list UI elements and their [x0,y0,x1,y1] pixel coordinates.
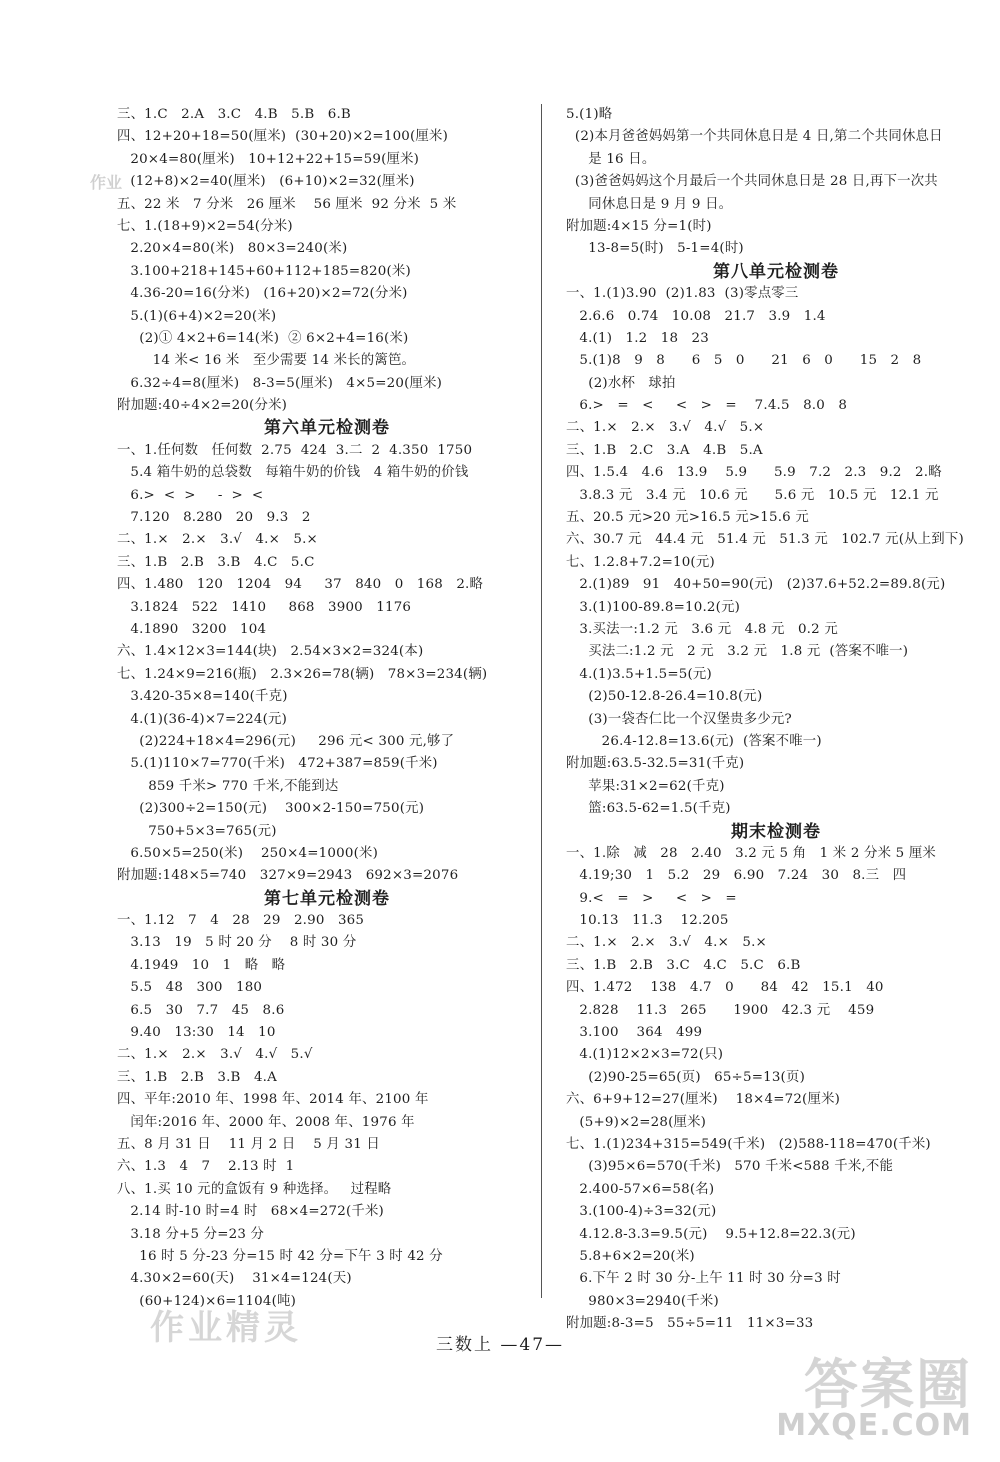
answer-line: 5.(1)110×7=770(千米) 472+387=859(千米) [117,756,438,772]
answer-line: 9.40 13:30 14 10 [117,1025,276,1041]
answer-line: 七、1.(18+9)×2=54(分米) [117,218,293,234]
answer-line: 二、1.× 2.× 3.√ 4.√ 5.× [566,420,765,436]
answer-line: 6.50×5=250(米) 250×4=1000(米) [117,845,379,861]
answer-line: 附加题:4×15 分=1(时) [566,218,712,234]
answer-line: 附加题:40÷4×2=20(分米) [117,398,288,414]
answer-line: 七、1.24×9=216(瓶) 2.3×26=78(辆) 78×3=234(辆) [117,666,488,682]
answer-line: (3)95×6=570(千米) 570 千米<588 千米,不能 [566,1159,894,1175]
answer-line: 三、1.B 2.B 3.B 4.A [117,1069,277,1085]
answer-line: 一、1.(1)3.90 (2)1.83 (3)零点零三 [566,286,799,302]
answer-line: 六、1.4×12×3=144(块) 2.54×3×2=324(本) [117,644,424,660]
section-heading: 第八单元检测卷 [713,261,839,282]
answer-line: 同休息日是 9 月 9 日。 [566,196,733,212]
answer-line: 20×4=80(厘米) 10+12+22+15=59(厘米) [117,151,420,167]
answer-line: 4.1890 3200 104 [117,621,267,637]
answer-line: 4.1949 10 1 略 略 [117,957,286,973]
answer-line: (2)① 4×2+6=14(米) ② 6×2+4=16(米) [117,330,409,346]
answer-column-right [566,104,986,1335]
answer-line: 3.(100-4)÷3=32(元) [566,1204,717,1220]
watermark-logo-url: MXQE.COM [776,1408,972,1443]
page-footer: 三数上 —47— [435,1335,565,1355]
answer-line: 14 米< 16 米 至少需要 14 米长的篱笆。 [117,353,416,369]
answer-line: 10.13 11.3 12.205 [566,913,729,929]
answer-line: 是 16 日。 [566,151,656,167]
answer-line: 4.36-20=16(分米) (16+20)×2=72(分米) [117,286,408,302]
answer-line: 2.(1)89 91 40+50=90(元) (2)37.6+52.2=89.8(元) [566,577,946,593]
answer-line: 七、1.(1)234+315=549(千米) (2)588-118=470(千米) [566,1136,931,1152]
answer-line: (3)一袋杏仁比一个汉堡贵多少元? [566,711,792,727]
answer-line: 六、1.3 4 7 2.13 时 1 [117,1159,295,1175]
answer-line: 3.420-35×8=140(千克) [117,689,288,705]
answer-line: 859 千米> 770 千米,不能到达 [117,778,339,794]
answer-line: 6.> = < < > = 7.4.5 8.0 8 [566,398,848,414]
answer-line: 附加题:8-3=5 55÷5=11 11×3=33 [566,1316,814,1332]
answer-line: 八、1.买 10 元的盒饭有 9 种选择。 过程略 [117,1181,392,1197]
answer-line: 2.6.6 0.74 10.08 21.7 3.9 1.4 [566,308,826,324]
answer-line: (2)224+18×4=296(元) 296 元< 300 元,够了 [117,733,455,749]
answer-line: (2)90-25=65(页) 65÷5=13(页) [566,1069,805,1085]
column-divider [541,104,542,1298]
answer-line: 3.买法一:1.2 元 3.6 元 4.8 元 0.2 元 [566,621,838,637]
answer-line: 四、1.480 120 1204 94 37 840 0 168 2.略 [117,577,484,593]
answer-line: 9.< = > < > = [566,890,737,906]
answer-line: 买法二:1.2 元 2 元 3.2 元 1.8 元 (答案不唯一) [566,644,909,660]
answer-line: (3)爸爸妈妈这个月最后一个共同休息日是 28 日,再下一次共 [566,174,938,190]
section-heading: 期末检测卷 [731,821,821,842]
watermark-logo-title: 答案圈 [804,1353,972,1416]
answer-line: 6.32÷4=8(厘米) 8-3=5(厘米) 4×5=20(厘米) [117,375,443,391]
answer-line: 一、1.任何数 任何数 2.75 424 3.二 2 4.350 1750 [117,442,473,458]
answer-line: 4.(1)3.5+1.5=5(元) [566,666,712,682]
answer-line: 3.8.3 元 3.4 元 10.6 元 5.6 元 10.5 元 12.1 元 [566,487,939,503]
answer-line: 二、1.× 2.× 3.√ 4.√ 5.√ [117,1047,313,1063]
answer-line: 5.(1)(6+4)×2=20(米) [117,308,277,324]
answer-line: (2)50-12.8-26.4=10.8(元) [566,689,763,705]
answer-line: (2)本月爸爸妈妈第一个共同休息日是 4 日,第二个共同休息日 [566,129,943,145]
answer-line: 4.(1) 1.2 18 23 [566,330,709,346]
answer-line: 5.5 48 300 180 [117,980,263,996]
answer-line: (5+9)×2=28(厘米) [566,1114,707,1130]
answer-line: 5.(1)8 9 8 6 5 0 21 6 0 15 2 8 [566,353,922,369]
answer-line: 3.100 364 499 [566,1025,703,1041]
answer-line: 6.5 30 7.7 45 8.6 [117,1002,285,1018]
answer-line: 4.(1)(36-4)×7=224(元) [117,711,288,727]
answer-line: 750+5×3=765(元) [117,823,277,839]
answer-line: 二、1.× 2.× 3.√ 4.× 5.× [566,935,767,951]
answer-column-left [117,104,537,1313]
answer-line: 4.12.8-3.3=9.5(元) 9.5+12.8=22.3(元) [566,1226,856,1242]
answer-line: 三、1.B 2.B 3.B 4.C 5.C [117,554,315,570]
answer-line: 四、12+20+18=50(厘米) (30+20)×2=100(厘米) [117,129,449,145]
answer-line: 闰年:2016 年、2000 年、2008 年、1976 年 [117,1114,415,1130]
answer-line: 2.14 时-10 时=4 时 68×4=272(千米) [117,1204,384,1220]
answer-line: 苹果:31×2=62(千克) [566,778,725,794]
answer-line: 四、1.5.4 4.6 13.9 5.9 5.9 7.2 2.3 9.2 2.略 [566,465,942,481]
answer-line: 4.(1)12×2×3=72(只) [566,1047,724,1063]
answer-line: 980×3=2940(千米) [566,1293,719,1309]
answer-line: 3.13 19 5 时 20 分 8 时 30 分 [117,935,357,951]
answer-line: 2.828 11.3 265 1900 42.3 元 459 [566,1002,875,1018]
answer-line: 5.4 箱牛奶的总袋数 每箱牛奶的价钱 4 箱牛奶的价钱 [117,465,469,481]
answer-line: 五、20.5 元>20 元>16.5 元>15.6 元 [566,510,809,526]
answer-line: 6.下午 2 时 30 分-上午 11 时 30 分=3 时 [566,1271,841,1287]
answer-line: 五、8 月 31 日 11 月 2 日 5 月 31 日 [117,1136,380,1152]
answer-line: 5.(1)略 [566,107,613,122]
answer-line: 2.400-57×6=58(名) [566,1181,715,1197]
answer-line: 6.> < > - > < [117,487,264,503]
answer-line: 六、6+9+12=27(厘米) 18×4=72(厘米) [566,1092,841,1108]
answer-line: 3.18 分+5 分=23 分 [117,1226,265,1242]
answer-line: 三、1.B 2.C 3.A 4.B 5.A [566,442,763,458]
answer-line: 一、1.除 减 28 2.40 3.2 元 5 角 1 米 2 分米 5 厘米 [566,845,936,861]
answer-line: 附加题:63.5-32.5=31(千克) [566,756,745,772]
answer-line: 4.30×2=60(天) 31×4=124(天) [117,1271,352,1287]
answer-line: 5.8+6×2=20(米) [566,1248,695,1264]
answer-line: 16 时 5 分-23 分=15 时 42 分=下午 3 时 42 分 [117,1248,443,1264]
answer-line: 三、1.B 2.B 3.C 4.C 5.C 6.B [566,957,801,973]
answer-line: (60+124)×6=1104(吨) [117,1293,297,1309]
section-heading: 第六单元检测卷 [264,418,390,439]
answer-line: 附加题:148×5=740 327×9=2943 692×3=2076 [117,868,459,884]
answer-line: 3.1824 522 1410 868 3900 1176 [117,599,412,615]
answer-line: 六、30.7 元 44.4 元 51.4 元 51.3 元 102.7 元(从上到下) [566,532,964,548]
answer-line: 2.20×4=80(米) 80×3=240(米) [117,241,348,257]
answer-line: 五、22 米 7 分米 26 厘米 56 厘米 92 分米 5 米 [117,196,457,212]
answer-line: 一、1.12 7 4 28 29 2.90 365 [117,913,365,929]
answer-line: (2)300÷2=150(元) 300×2-150=750(元) [117,801,425,817]
answer-line: 3.100+218+145+60+112+185=820(米) [117,263,411,279]
answer-line: 3.(1)100-89.8=10.2(元) [566,599,741,615]
answer-line: (12+8)×2=40(厘米) (6+10)×2=32(厘米) [117,174,415,190]
section-heading: 第七单元检测卷 [264,888,390,909]
answer-line: (2)水杯 球拍 [566,375,676,391]
answer-line: 四、平年:2010 年、1998 年、2014 年、2100 年 [117,1092,429,1108]
watermark-stamp-bottom: 作业精灵 [150,1308,302,1348]
answer-line: 七、1.2.8+7.2=10(元) [566,554,715,570]
answer-line: 二、1.× 2.× 3.√ 4.× 5.× [117,532,318,548]
answer-line: 13-8=5(时) 5-1=4(时) [566,241,744,257]
answer-line: 三、1.C 2.A 3.C 4.B 5.B 6.B [117,107,351,122]
watermark-stamp: 作业 [90,173,123,192]
answer-line: 4.19;30 1 5.2 29 6.90 7.24 30 8.三 四 [566,868,907,884]
watermark-logo [732,1342,982,1452]
answer-line: 26.4-12.8=13.6(元) (答案不唯一) [566,733,822,749]
answer-line: 四、1.472 138 4.7 0 84 42 15.1 40 [566,980,884,996]
answer-line: 篮:63.5-62=1.5(千克) [566,801,731,817]
answer-line: 7.120 8.280 20 9.3 2 [117,510,311,526]
